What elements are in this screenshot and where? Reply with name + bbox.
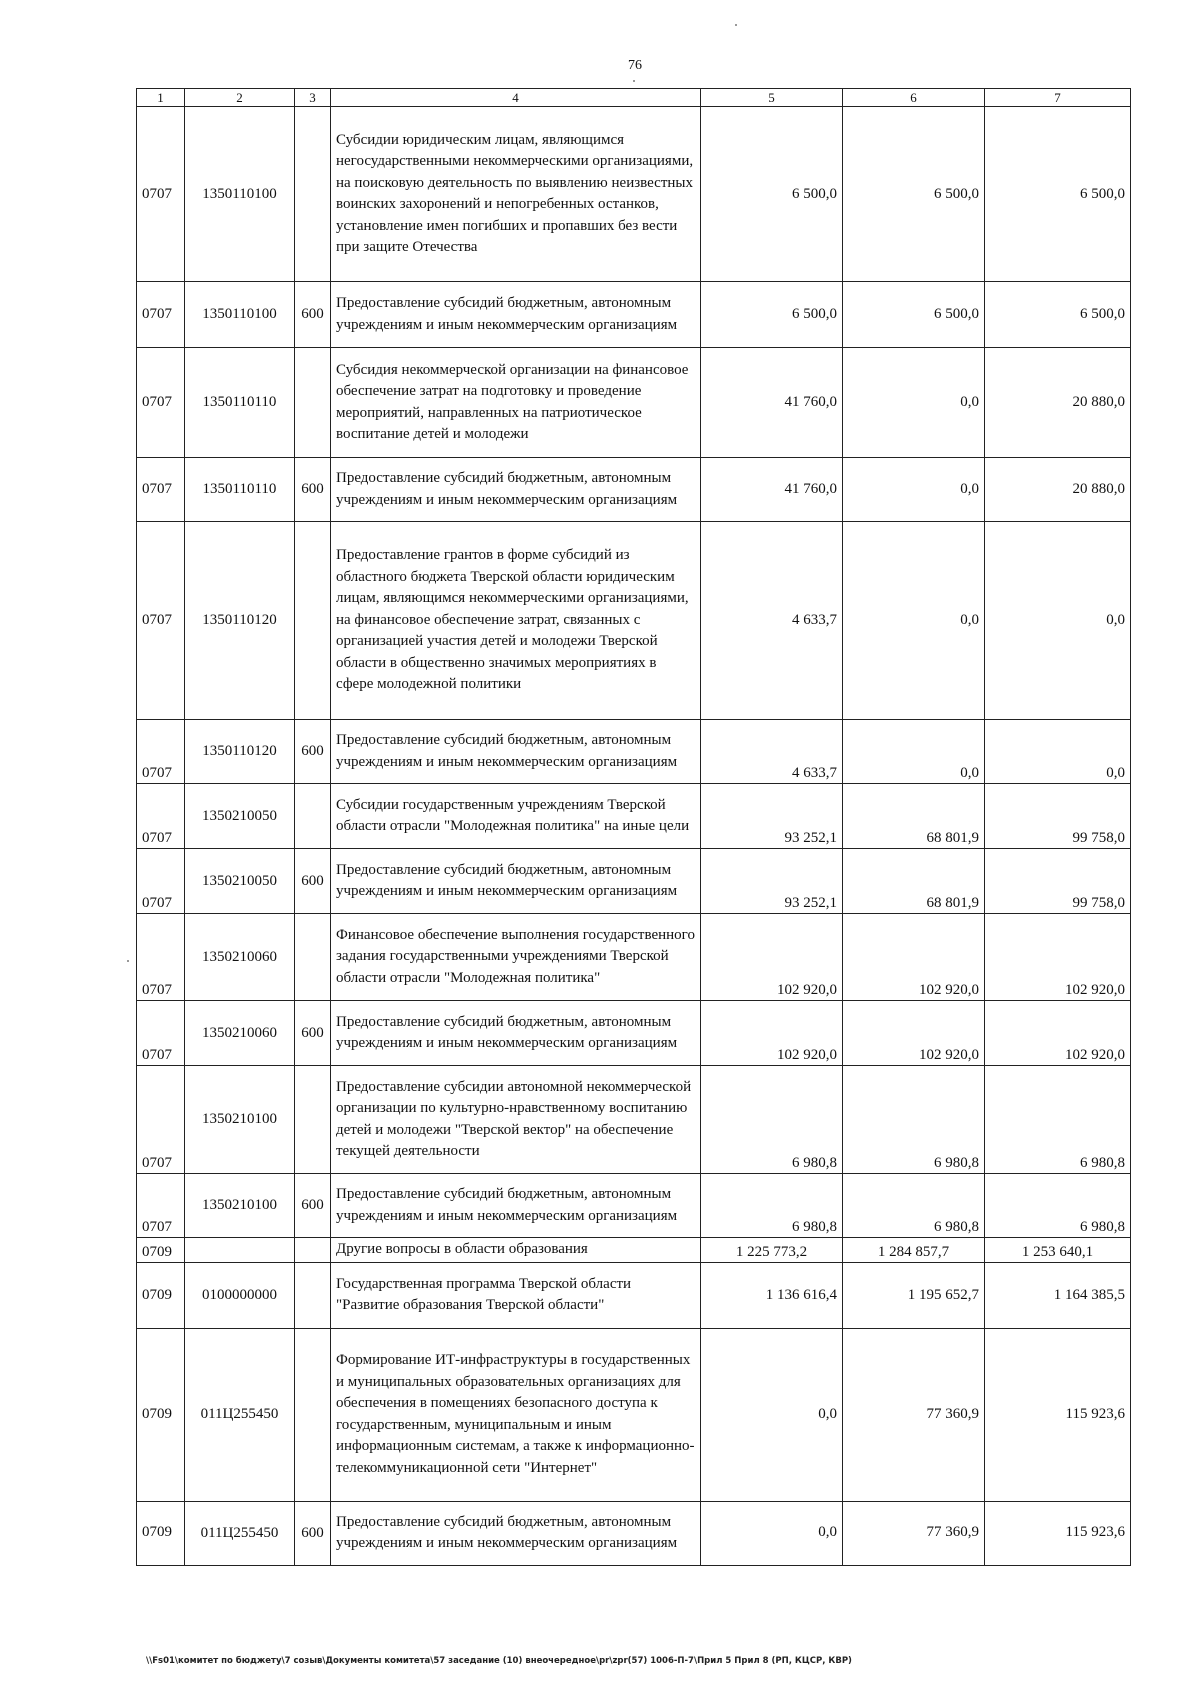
- expense-type-code: 600: [295, 1001, 331, 1066]
- amount-column-6: 102 920,0: [843, 1001, 985, 1066]
- column-number-4: 4: [331, 89, 701, 107]
- target-article-code: 1350210100: [185, 1066, 295, 1174]
- section-code: 0707: [137, 348, 185, 458]
- amount-column-5: 0,0: [701, 1328, 843, 1501]
- section-code: 0707: [137, 107, 185, 282]
- column-number-2: 2: [185, 89, 295, 107]
- amount-column-7: 6 980,8: [985, 1174, 1131, 1238]
- section-code: 0707: [137, 282, 185, 348]
- target-article-code: 1350210100: [185, 1174, 295, 1238]
- column-number-6: 6: [843, 89, 985, 107]
- amount-column-6: 6 980,8: [843, 1174, 985, 1238]
- row-description: Субсидия некоммерческой организации на финансовое обеспечение затрат на подготовку и проведение мероприятий, направленных на патриотическое воспитание детей и молодежи: [331, 348, 701, 458]
- amount-column-5: 93 252,1: [701, 784, 843, 849]
- section-code: 0709: [137, 1501, 185, 1565]
- section-code: 0707: [137, 720, 185, 784]
- section-code: 0707: [137, 1001, 185, 1066]
- row-description: Субсидии государственным учреждениям Тверской области отрасли "Молодежная политика" на иные цели: [331, 784, 701, 849]
- column-number-7: 7: [985, 89, 1131, 107]
- table-row: [137, 1238, 1131, 1263]
- section-code: 0707: [137, 1066, 185, 1174]
- amount-column-7: 99 758,0: [985, 849, 1131, 914]
- amount-column-7: 115 923,6: [985, 1328, 1131, 1501]
- amount-column-7: 115 923,6: [985, 1501, 1131, 1565]
- table-row: [137, 1262, 1131, 1328]
- row-description: Формирование ИТ-инфраструктуры в государственных и муниципальных образовательных организациях для обеспечения в помещениях безопасного доступа к государственным, муниципальным и иным информационным системам, а также к информационно-телекоммуникационной сети "Интернет": [331, 1328, 701, 1501]
- page-number: 76: [628, 58, 642, 73]
- target-article-code: 1350210060: [185, 914, 295, 1001]
- row-description: Предоставление субсидии автономной некоммерческой организации по культурно-нравственному воспитанию детей и молодежи "Тверской вектор" на обеспечение текущей деятельности: [331, 1066, 701, 1174]
- amount-column-6: 0,0: [843, 720, 985, 784]
- amount-column-7: 102 920,0: [985, 1001, 1131, 1066]
- column-number-3: 3: [295, 89, 331, 107]
- table-row: [137, 849, 1131, 914]
- amount-column-7: 0,0: [985, 720, 1131, 784]
- row-description: Другие вопросы в области образования: [331, 1238, 701, 1263]
- amount-column-6: 0,0: [843, 348, 985, 458]
- table-row: [137, 1066, 1131, 1174]
- section-code: 0707: [137, 914, 185, 1001]
- column-number-row: [137, 89, 1131, 107]
- amount-column-5: 6 980,8: [701, 1066, 843, 1174]
- amount-column-6: 0,0: [843, 458, 985, 522]
- budget-table: [136, 88, 1131, 1566]
- expense-type-code: 600: [295, 720, 331, 784]
- table-row: [137, 458, 1131, 522]
- amount-column-6: 6 500,0: [843, 107, 985, 282]
- amount-column-7: 6 500,0: [985, 107, 1131, 282]
- amount-column-6: 102 920,0: [843, 914, 985, 1001]
- row-description: Государственная программа Тверской области "Развитие образования Тверской области": [331, 1262, 701, 1328]
- amount-column-7: 20 880,0: [985, 458, 1131, 522]
- target-article-code: 0100000000: [185, 1262, 295, 1328]
- target-article-code: 011Ц255450: [185, 1501, 295, 1565]
- row-description: Финансовое обеспечение выполнения государственного задания государственными учреждениями Тверской области отрасли "Молодежная политика": [331, 914, 701, 1001]
- scan-speck: [633, 80, 635, 82]
- amount-column-5: 41 760,0: [701, 348, 843, 458]
- amount-column-7: 6 500,0: [985, 282, 1131, 348]
- table-row: [137, 1174, 1131, 1238]
- amount-column-5: 4 633,7: [701, 720, 843, 784]
- amount-column-5: 102 920,0: [701, 1001, 843, 1066]
- scan-speck: [735, 24, 737, 26]
- table-row: [137, 914, 1131, 1001]
- amount-column-6: 68 801,9: [843, 784, 985, 849]
- expense-type-code: [295, 1328, 331, 1501]
- target-article-code: 1350110110: [185, 458, 295, 522]
- expense-type-code: [295, 348, 331, 458]
- expense-type-code: [295, 1066, 331, 1174]
- amount-column-6: 6 500,0: [843, 282, 985, 348]
- section-code: 0709: [137, 1238, 185, 1263]
- table-row: [137, 282, 1131, 348]
- table-row: [137, 1001, 1131, 1066]
- amount-column-6: 77 360,9: [843, 1328, 985, 1501]
- amount-column-7: 1 164 385,5: [985, 1262, 1131, 1328]
- amount-column-6: 68 801,9: [843, 849, 985, 914]
- amount-column-6: 1 195 652,7: [843, 1262, 985, 1328]
- target-article-code: 1350210050: [185, 784, 295, 849]
- row-description: Субсидии юридическим лицам, являющимся негосударственными некоммерческими организациями, на поисковую деятельность по выявлению неизвестных воинских захоронений и непогребенных останков, установление имен погибших и пропавших без вести при защите Отечества: [331, 107, 701, 282]
- table-row: [137, 348, 1131, 458]
- expense-type-code: 600: [295, 849, 331, 914]
- target-article-code: [185, 1238, 295, 1263]
- table-row: [137, 1328, 1131, 1501]
- row-description: Предоставление субсидий бюджетным, автономным учреждениям и иным некоммерческим организациям: [331, 282, 701, 348]
- row-description: Предоставление субсидий бюджетным, автономным учреждениям и иным некоммерческим организациям: [331, 1174, 701, 1238]
- amount-column-5: 6 500,0: [701, 107, 843, 282]
- row-description: Предоставление субсидий бюджетным, автономным учреждениям и иным некоммерческим организациям: [331, 1501, 701, 1565]
- expense-type-code: [295, 522, 331, 720]
- amount-column-5: 4 633,7: [701, 522, 843, 720]
- expense-type-code: 600: [295, 458, 331, 522]
- section-code: 0709: [137, 1262, 185, 1328]
- section-code: 0707: [137, 1174, 185, 1238]
- target-article-code: 011Ц255450: [185, 1328, 295, 1501]
- section-code: 0707: [137, 849, 185, 914]
- column-number-1: 1: [137, 89, 185, 107]
- amount-column-6: 0,0: [843, 522, 985, 720]
- section-code: 0707: [137, 784, 185, 849]
- expense-type-code: [295, 107, 331, 282]
- expense-type-code: [295, 1262, 331, 1328]
- target-article-code: 1350110100: [185, 282, 295, 348]
- section-code: 0707: [137, 458, 185, 522]
- target-article-code: 1350210050: [185, 849, 295, 914]
- target-article-code: 1350210060: [185, 1001, 295, 1066]
- expense-type-code: 600: [295, 1501, 331, 1565]
- amount-column-5: 6 500,0: [701, 282, 843, 348]
- table-row: [137, 720, 1131, 784]
- file-path-footer: \\Fs01\комитет по бюджету\7 созыв\Документы комитета\57 заседание (10) внеочередное\pr\zpr(57) 1006-П-7\Прил 5 Прил 8 (РП, КЦСР, КВР): [146, 1656, 852, 1666]
- column-number-5: 5: [701, 89, 843, 107]
- amount-column-5: 6 980,8: [701, 1174, 843, 1238]
- scan-speck: [127, 960, 129, 962]
- table-row: [137, 107, 1131, 282]
- row-description: Предоставление субсидий бюджетным, автономным учреждениям и иным некоммерческим организациям: [331, 458, 701, 522]
- amount-column-7: 0,0: [985, 522, 1131, 720]
- amount-column-7: 99 758,0: [985, 784, 1131, 849]
- amount-column-7: 20 880,0: [985, 348, 1131, 458]
- expense-type-code: 600: [295, 1174, 331, 1238]
- row-description: Предоставление субсидий бюджетным, автономным учреждениям и иным некоммерческим организациям: [331, 1001, 701, 1066]
- target-article-code: 1350110120: [185, 720, 295, 784]
- table-row: [137, 784, 1131, 849]
- expense-type-code: [295, 914, 331, 1001]
- section-code: 0707: [137, 522, 185, 720]
- expense-type-code: [295, 784, 331, 849]
- amount-column-6: 77 360,9: [843, 1501, 985, 1565]
- table-row: [137, 1501, 1131, 1565]
- expense-type-code: 600: [295, 282, 331, 348]
- amount-column-7: 102 920,0: [985, 914, 1131, 1001]
- amount-column-7: 1 253 640,1: [985, 1238, 1131, 1263]
- target-article-code: 1350110110: [185, 348, 295, 458]
- amount-column-5: 93 252,1: [701, 849, 843, 914]
- table-row: [137, 522, 1131, 720]
- amount-column-7: 6 980,8: [985, 1066, 1131, 1174]
- amount-column-6: 6 980,8: [843, 1066, 985, 1174]
- row-description: Предоставление субсидий бюджетным, автономным учреждениям и иным некоммерческим организациям: [331, 720, 701, 784]
- amount-column-5: 0,0: [701, 1501, 843, 1565]
- amount-column-5: 41 760,0: [701, 458, 843, 522]
- amount-column-6: 1 284 857,7: [843, 1238, 985, 1263]
- section-code: 0709: [137, 1328, 185, 1501]
- row-description: Предоставление грантов в форме субсидий из областного бюджета Тверской области юридическим лицам, являющимся некоммерческими организациями, на финансовое обеспечение затрат, связанных с организацией участия детей и молодежи Тверской области в общественно значимых мероприятиях в сфере молодежной политики: [331, 522, 701, 720]
- amount-column-5: 1 225 773,2: [701, 1238, 843, 1263]
- target-article-code: 1350110120: [185, 522, 295, 720]
- expense-type-code: [295, 1238, 331, 1263]
- target-article-code: 1350110100: [185, 107, 295, 282]
- row-description: Предоставление субсидий бюджетным, автономным учреждениям и иным некоммерческим организациям: [331, 849, 701, 914]
- amount-column-5: 102 920,0: [701, 914, 843, 1001]
- amount-column-5: 1 136 616,4: [701, 1262, 843, 1328]
